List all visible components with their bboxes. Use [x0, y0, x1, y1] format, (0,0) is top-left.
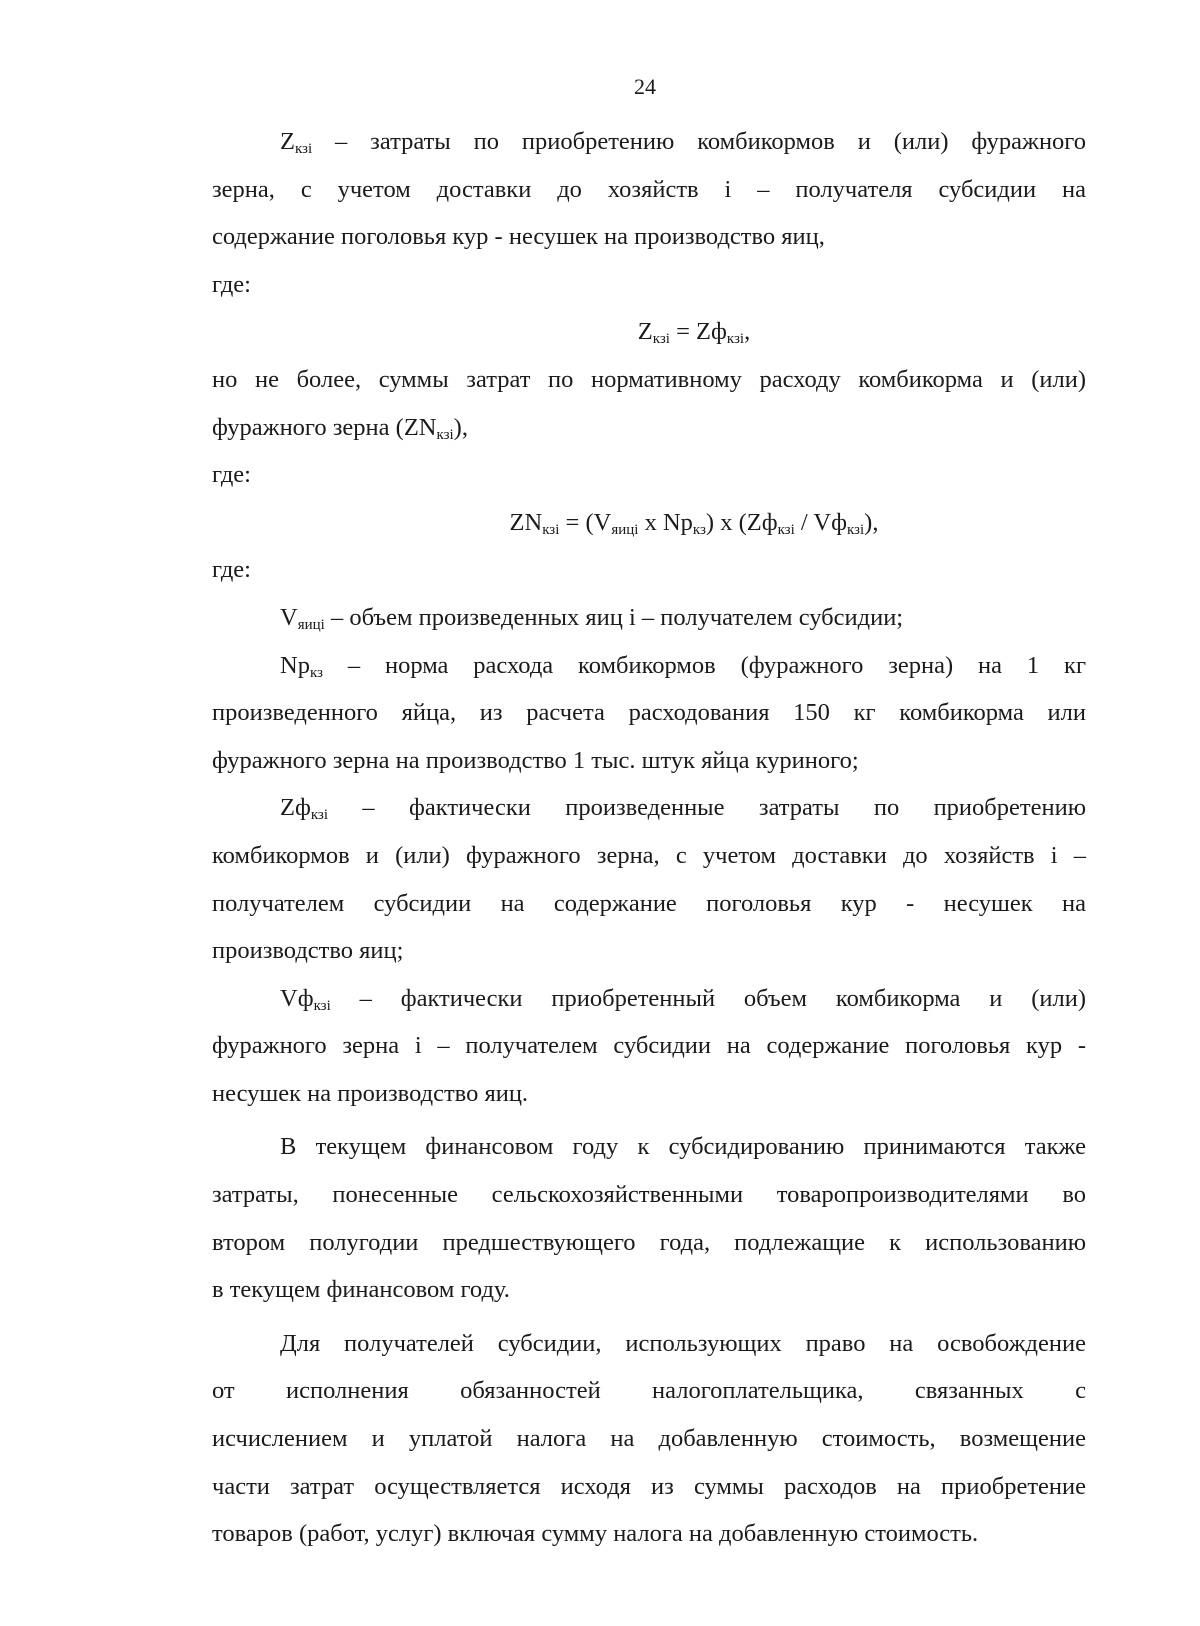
text-line: товаров (работ, услуг) включая сумму налога на добавленную стоимость. [212, 1520, 979, 1548]
text-line: содержание поголовья кур - несушек на производство яиц, [212, 223, 825, 251]
text-line: получателем субсидии на содержание поголовья кур - несушек на [212, 889, 1086, 917]
text-line: $Zф_{кзi}$ – фактически произведенные затраты по приобретению [280, 794, 1086, 824]
text-line: но не более, суммы затрат по нормативному расходу комбикорма и (или) [212, 365, 1086, 393]
formula-z: $Z_{кзi} = Zф_{кзi}$, [637, 318, 751, 348]
definition-zf [212, 784, 1086, 974]
text-line: $Z_{кзi}$ – затраты по приобретению комбикормов и (или) фуражного [280, 128, 1086, 157]
text-line: исчислением и уплатой налога на добавленную стоимость, возмещение [212, 1425, 1086, 1453]
where-label: где: [212, 556, 251, 584]
text-line: от исполнения обязанностей налогоплательщика, связанных с [212, 1377, 1086, 1405]
text-line: Для получателей субсидии, использующих право на освобождение [280, 1329, 1086, 1357]
definition-v-eggs: $V_{яицi}$ – объем произведенных яиц i – получателем субсидии; [280, 603, 904, 633]
text-line: $Np_{кз}$ – норма расхода комбикормов (фуражного зерна) на 1 кг [280, 651, 1086, 681]
text-line: фуражного зерна на производство 1 тыс. штук яйца куриного; [212, 746, 859, 774]
text-line: зерна, с учетом доставки до хозяйств i – получателя субсидии на [212, 175, 1086, 203]
text-line: несушек на производство яиц. [212, 1079, 529, 1107]
paragraph-limit [212, 356, 1086, 451]
paragraph-vat-exemption [212, 1320, 1086, 1558]
document-body [212, 118, 1086, 1558]
paragraph-previous-year-costs [212, 1123, 1086, 1313]
text-line: В текущем финансовом году к субсидированию принимаются также [280, 1133, 1086, 1161]
text-line: $Vф_{кзi}$ – фактически приобретенный объем комбикорма и (или) [280, 984, 1086, 1014]
text-line: втором полугодии предшествующего года, подлежащие к использованию [212, 1228, 1086, 1256]
paragraph-z-definition [212, 118, 1086, 261]
where-label: где: [212, 270, 251, 298]
page-number: 24 [634, 74, 656, 99]
text-line: части затрат осуществляется исходя из суммы расходов на приобретение [212, 1472, 1086, 1500]
where-label: где: [212, 461, 251, 489]
text-line: производство яиц; [212, 937, 404, 965]
text-line: произведенного яйца, из расчета расходования 150 кг комбикорма или [212, 699, 1086, 727]
formula-zn: $ZN_{кзi} = (V_{яицi}$ x $Np_{кз}$) x $(Zф_{кзi} / Vф_{кзi})$, [509, 508, 879, 538]
text-line: фуражного зерна i – получателем субсидии на содержание поголовья кур - [212, 1032, 1086, 1060]
text-line: в текущем финансовом году. [212, 1276, 510, 1304]
text-line: фуражного зерна $(ZN_{кзi})$, [212, 413, 468, 443]
text-line: затраты, понесенные сельскохозяйственными товаропроизводителями во [212, 1181, 1086, 1209]
text-line: комбикормов и (или) фуражного зерна, с учетом доставки до хозяйств i – [212, 841, 1086, 869]
definition-np [212, 642, 1086, 785]
definition-vf [212, 975, 1086, 1118]
